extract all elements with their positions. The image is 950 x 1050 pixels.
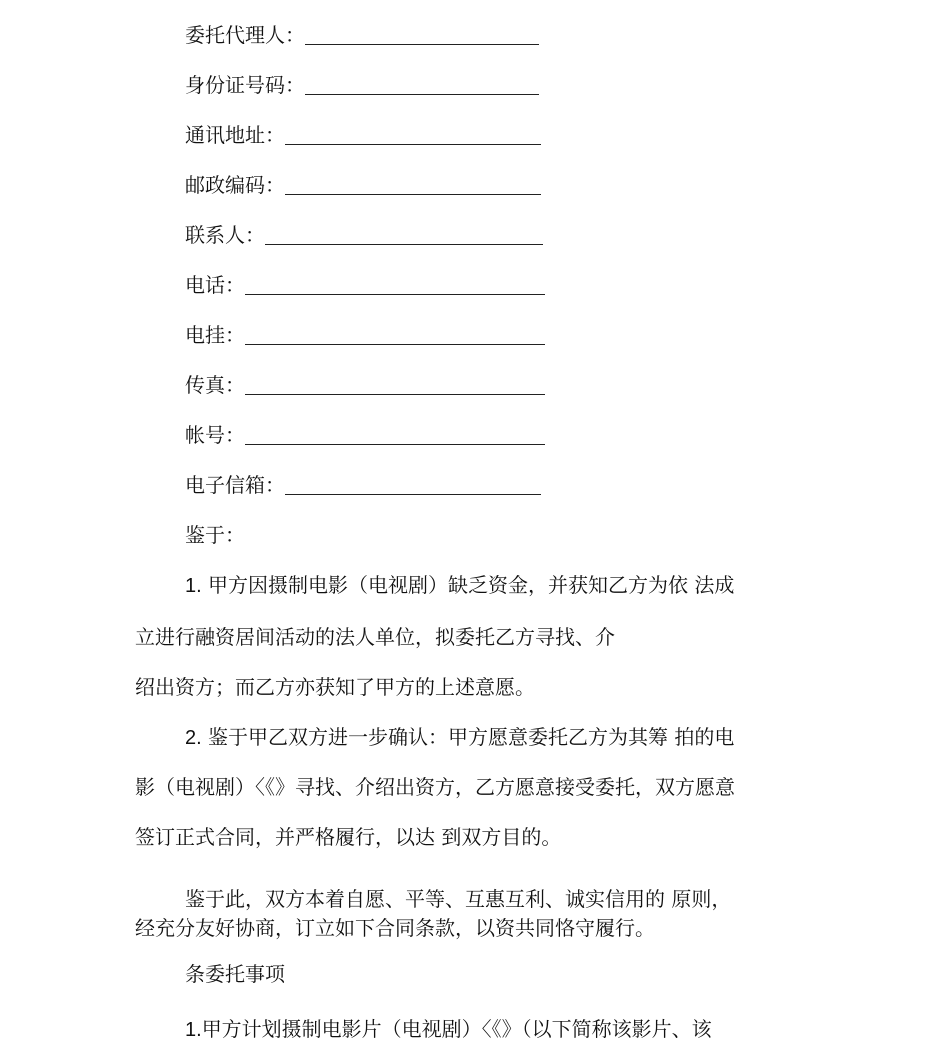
field-label: 电挂： [185,323,245,347]
field-label: 邮政编码： [185,173,285,197]
blank-line[interactable] [245,444,545,445]
item1-line3: 绍出资方；而乙方亦获知了甲方的上述意愿。 [135,675,535,699]
item2-number: 2. [185,727,202,749]
field-postcode [185,168,541,198]
item2-line1 [185,724,734,751]
item1-line1 [185,572,734,599]
blank-line[interactable] [245,294,545,295]
field-contact [185,218,543,248]
field-phone [185,268,545,298]
field-account [185,418,545,448]
field-label: 委托代理人： [185,23,305,47]
field-agent [185,18,539,48]
field-label: 通讯地址： [185,123,285,147]
field-label: 身份证号码： [185,73,305,97]
item1-line2: 立进行融资居间活动的法人单位，拟委托乙方寻找、介 [135,625,615,649]
field-email [185,468,541,498]
section-title: 条委托事项 [185,962,285,986]
field-id-number [185,68,539,98]
field-address [185,118,541,148]
blank-line[interactable] [285,144,541,145]
blank-line[interactable] [285,494,541,495]
blank-line[interactable] [305,44,539,45]
blank-line[interactable] [245,344,545,345]
item2-line2: 影（电视剧）〈《》寻找、介绍出资方，乙方愿意接受委托，双方愿意 [135,775,735,799]
field-telegraph [185,318,545,348]
blank-line[interactable] [245,394,545,395]
field-label: 联系人： [185,223,265,247]
item2-line3: 签订正式合同，并严格履行，以达 到双方目的。 [135,825,562,849]
blank-line[interactable] [285,194,541,195]
clause1-line1 [185,1016,712,1043]
jianyu-heading: 鉴于： [185,523,245,547]
agreement-line2: 经充分友好协商，订立如下合同条款，以资共同恪守履行。 [135,916,655,940]
field-label: 传真： [185,373,245,397]
item1-text: 甲方因摄制电影（电视剧）缺乏资金，并获知乙方为依 法成 [208,573,735,597]
agreement-line1: 鉴于此，双方本着自愿、平等、互惠互利、诚实信用的 原则， [185,887,732,911]
blank-line[interactable] [305,94,539,95]
item2-text: 鉴于甲乙双方进一步确认：甲方愿意委托乙方为其筹 拍的电 [208,725,735,749]
field-fax [185,368,545,398]
field-label: 电子信箱： [185,473,285,497]
clause1-text: 甲方计划摄制电影片（电视剧）〈《》（以下简称该影片、该 [201,1017,712,1041]
field-label: 电话： [185,273,245,297]
item1-number: 1. [185,575,202,597]
clause1-number: 1. [185,1019,202,1041]
field-label: 帐号： [185,423,245,447]
blank-line[interactable] [265,244,543,245]
